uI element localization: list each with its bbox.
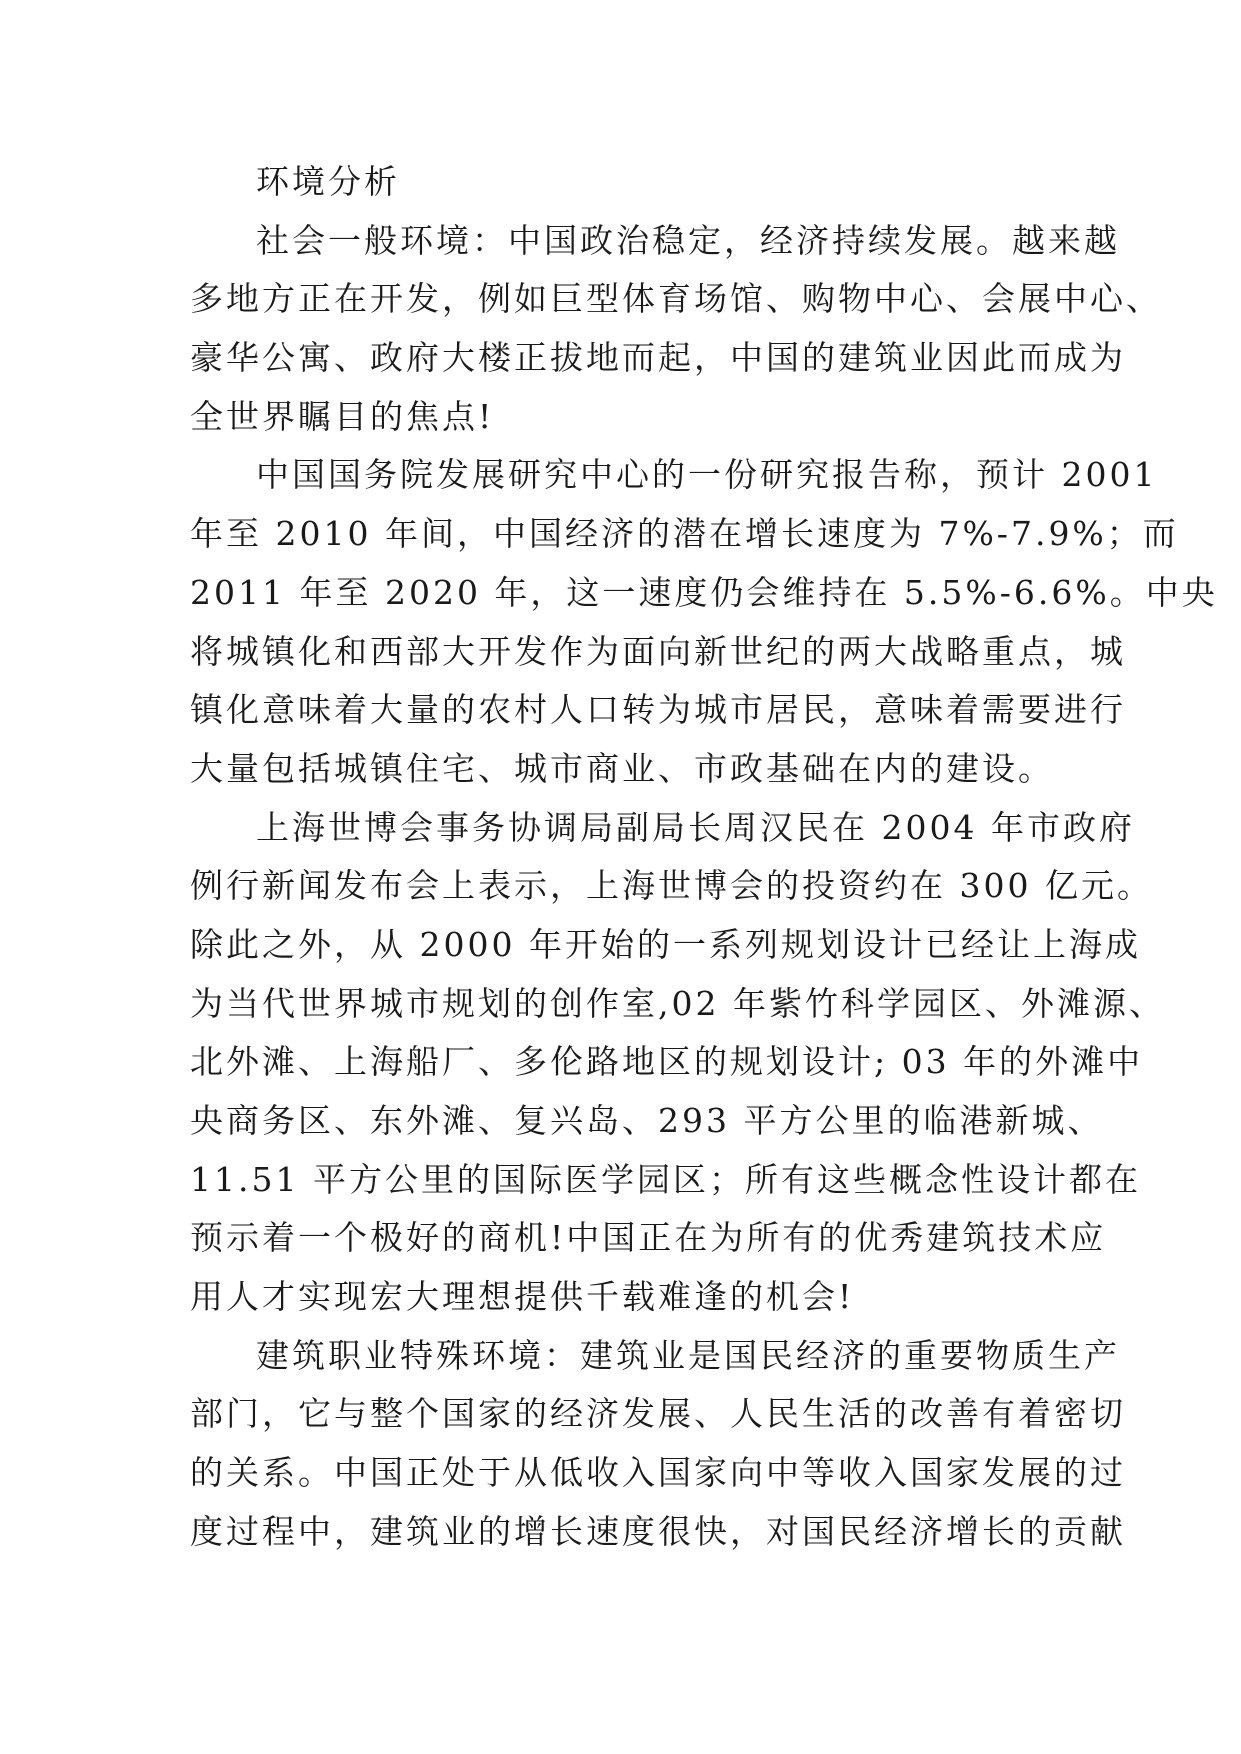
paragraph-line: 为当代世界城市规划的创作室,02 年紫竹科学园区、外滩源、 <box>190 983 1165 1023</box>
paragraph-line: 多地方正在开发，例如巨型体育场馆、购物中心、会展中心、 <box>190 279 1162 319</box>
paragraph-line: 部门，它与整个国家的经济发展、人民生活的改善有着密切 <box>190 1394 1126 1434</box>
paragraph-line: 年至 2010 年间，中国经济的潜在增长速度为 7%-7.9%；而 <box>190 514 1179 554</box>
paragraph-line: 2011 年至 2020 年，这一速度仍会维持在 5.5%-6.6%。中央 <box>190 572 1218 612</box>
paragraph-line: 例行新闻发布会上表示，上海世博会的投资约在 300 亿元。 <box>190 866 1153 906</box>
paragraph-line: 北外滩、上海船厂、多伦路地区的规划设计; 03 年的外滩中 <box>190 1042 1144 1082</box>
paragraph-line: 镇化意味着大量的农村人口转为城市居民，意味着需要进行 <box>190 690 1126 730</box>
paragraph-line: 的关系。中国正处于从低收入国家向中等收入国家发展的过 <box>190 1453 1126 1493</box>
document-body <box>190 153 1218 1562</box>
paragraph-line: 大量包括城镇住宅、城市商业、市政基础在内的建设。 <box>190 748 1054 788</box>
paragraph-line: 央商务区、东外滩、复兴岛、293 平方公里的临港新城、 <box>190 1101 1104 1140</box>
paragraph-line: 全世界瞩目的焦点! <box>190 396 495 436</box>
paragraph-line: 11.51 平方公里的国际医学园区；所有这些概念性设计都在 <box>190 1159 1141 1199</box>
paragraph-line: 将城镇化和西部大开发作为面向新世纪的两大战略重点，城 <box>190 631 1126 671</box>
paragraph-line: 除此之外，从 2000 年开始的一系列规划设计已经让上海成 <box>190 924 1141 964</box>
paragraph-line: 豪华公寓、政府大楼正拔地而起，中国的建筑业因此而成为 <box>190 338 1126 378</box>
paragraph-line: 用人才实现宏大理想提供千载难逢的机会! <box>190 1277 855 1317</box>
paragraph-line: 社会一般环境：中国政治稳定，经济持续发展。越来越 <box>256 220 1120 260</box>
section-heading: 环境分析 <box>256 162 400 201</box>
paragraph-line: 预示着一个极好的商机!中国正在为所有的优秀建筑技术应 <box>190 1218 1107 1258</box>
paragraph-line: 建筑职业特殊环境：建筑业是国民经济的重要物质生产 <box>256 1335 1120 1375</box>
paragraph-line: 中国国务院发展研究中心的一份研究报告称，预计 2001 <box>256 455 1158 495</box>
paragraph-line: 度过程中，建筑业的增长速度很快，对国民经济增长的贡献 <box>190 1511 1126 1551</box>
paragraph-line: 上海世博会事务协调局副局长周汉民在 2004 年市政府 <box>256 807 1135 847</box>
